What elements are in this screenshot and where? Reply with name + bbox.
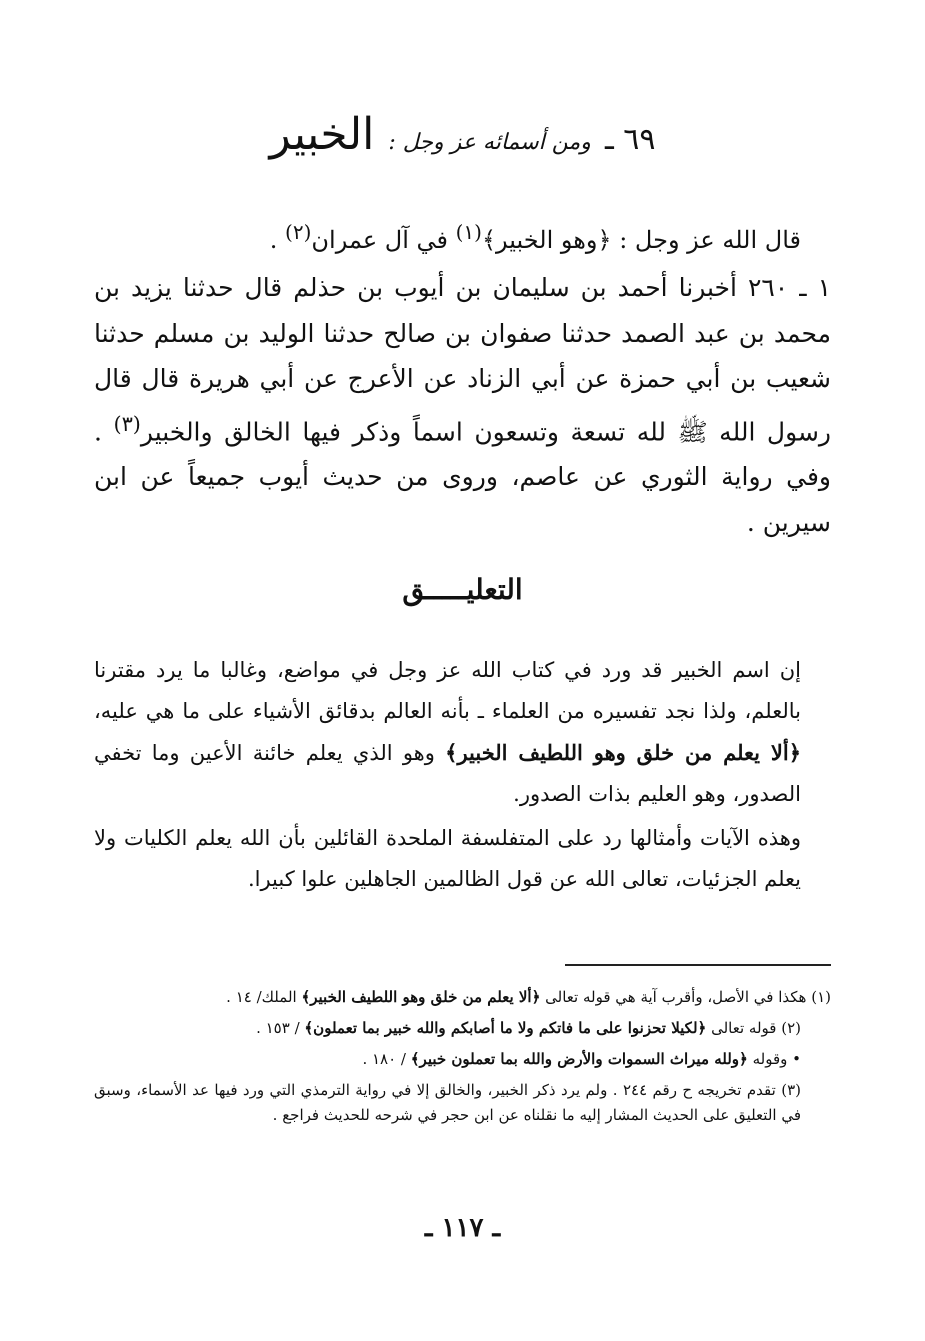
commentary-paragraph-2: وهذه الآيات وأمثالها رد على المتفلسفة الملحدة القائلين بأن الله يعلم الكليات ولا يعلم الجزئيات، تعالى الله عن قول الظالمين الجاهلين علوا كبيرا. bbox=[94, 826, 801, 891]
verse-reference bbox=[94, 210, 831, 262]
footnote-2-verse: ﴿لكيلا تحزنوا على ما فاتكم ولا ما أصابكم والله خبير بما تعملون﴾ bbox=[304, 1019, 707, 1037]
hadith-body: ١ ـ ٢٦٠ أخبرنا أحمد بن سليمان بن أيوب بن حذلم قال حدثنا يزيد بن محمد بن عبد الصمد حدثنا صفوان بن صالح حدثنا الوليد بن مسلم حدثنا شعيب بن أبي حمزة عن أبي الزناد عن الأعرج عن أبي هريرة قال قال رسول الله ﷺ لله تسعة وتسعون اسماً وذكر فيها الخالق والخبير bbox=[94, 273, 832, 446]
verse-end: . bbox=[269, 226, 286, 254]
footnote-ref-1: (١) bbox=[455, 220, 482, 244]
hadith-text bbox=[94, 265, 831, 545]
footnote-3: (٣) تقدم تخريجه ح رقم ٢٤٤ . ولم يرد ذكر الخبير، والخالق إلا في رواية الترمذي التي ورد فيها عد الأسماء، وسبق في التعليق على الحديث المشار إليه ما نقلناه عن ابن حجر في شرحه للحديث فراجع . bbox=[94, 1081, 801, 1124]
chapter-intro: ومن أسمائه عز وجل : bbox=[388, 130, 591, 155]
footnote-2: (٢) قوله تعالى ﴿لكيلا تحزنوا على ما فاتكم ولا ما أصابكم والله خبير بما تعملون﴾ / ١٥٣ . bbox=[256, 1019, 801, 1037]
commentary-text: إن اسم الخبير قد ورد في كتاب الله عز وجل في مواضع، وغالبا ما يرد مقترنا بالعلم، ولذا نجد تفسيره من العلماء ـ بأنه العالم بدقائق الأشياء على ما هي عليه، bbox=[94, 658, 801, 723]
footnote-ref-2: (٢) bbox=[285, 220, 312, 244]
section-title: التعليـــــق bbox=[402, 573, 523, 606]
commentary-verse: ﴿ألا يعلم من خلق وهو اللطيف الخبير﴾ bbox=[445, 740, 801, 765]
chapter-number: ٦٩ ـ bbox=[604, 122, 656, 157]
chapter-heading bbox=[120, 100, 805, 178]
commentary-paragraph-1 bbox=[94, 650, 831, 815]
footnote-divider bbox=[565, 964, 831, 966]
chapter-name: الخبير bbox=[269, 109, 375, 160]
footnote-ref-3: (٣) bbox=[113, 411, 141, 436]
footnote-2-continued: • وقوله ﴿ولله ميراث السموات والأرض والله بما تعملون خبير﴾ / ١٨٠ . bbox=[362, 1050, 801, 1068]
footnote-2-second-verse: ﴿ولله ميراث السموات والأرض والله بما تعملون خبير﴾ bbox=[410, 1050, 748, 1068]
commentary-text-continued: وهو الذي يعلم خائنة الأعين وما تخفي الصدور، وهو العليم بذات الصدور. bbox=[94, 741, 801, 806]
verse-location: في آل عمران bbox=[311, 226, 456, 254]
footnote-1-verse: ﴿ألا يعلم من خلق وهو اللطيف الخبير﴾ bbox=[301, 988, 541, 1006]
hadith-body-continued: . وفي رواية الثوري عن عاصم، وروى من حديث أيوب جميعاً عن ابن سيرين . bbox=[94, 416, 831, 537]
verse-text: قال الله عز وجل : ﴿وهو الخبير﴾ bbox=[481, 226, 801, 254]
footnote-1: (١) هكذا في الأصل، وأقرب آية هي قوله تعالى ﴿ألا يعلم من خلق وهو اللطيف الخبير﴾ الملك/ ١٤ . bbox=[226, 988, 831, 1006]
footnotes bbox=[94, 985, 831, 1134]
page-number: ـ ١١٧ ـ bbox=[424, 1213, 501, 1243]
